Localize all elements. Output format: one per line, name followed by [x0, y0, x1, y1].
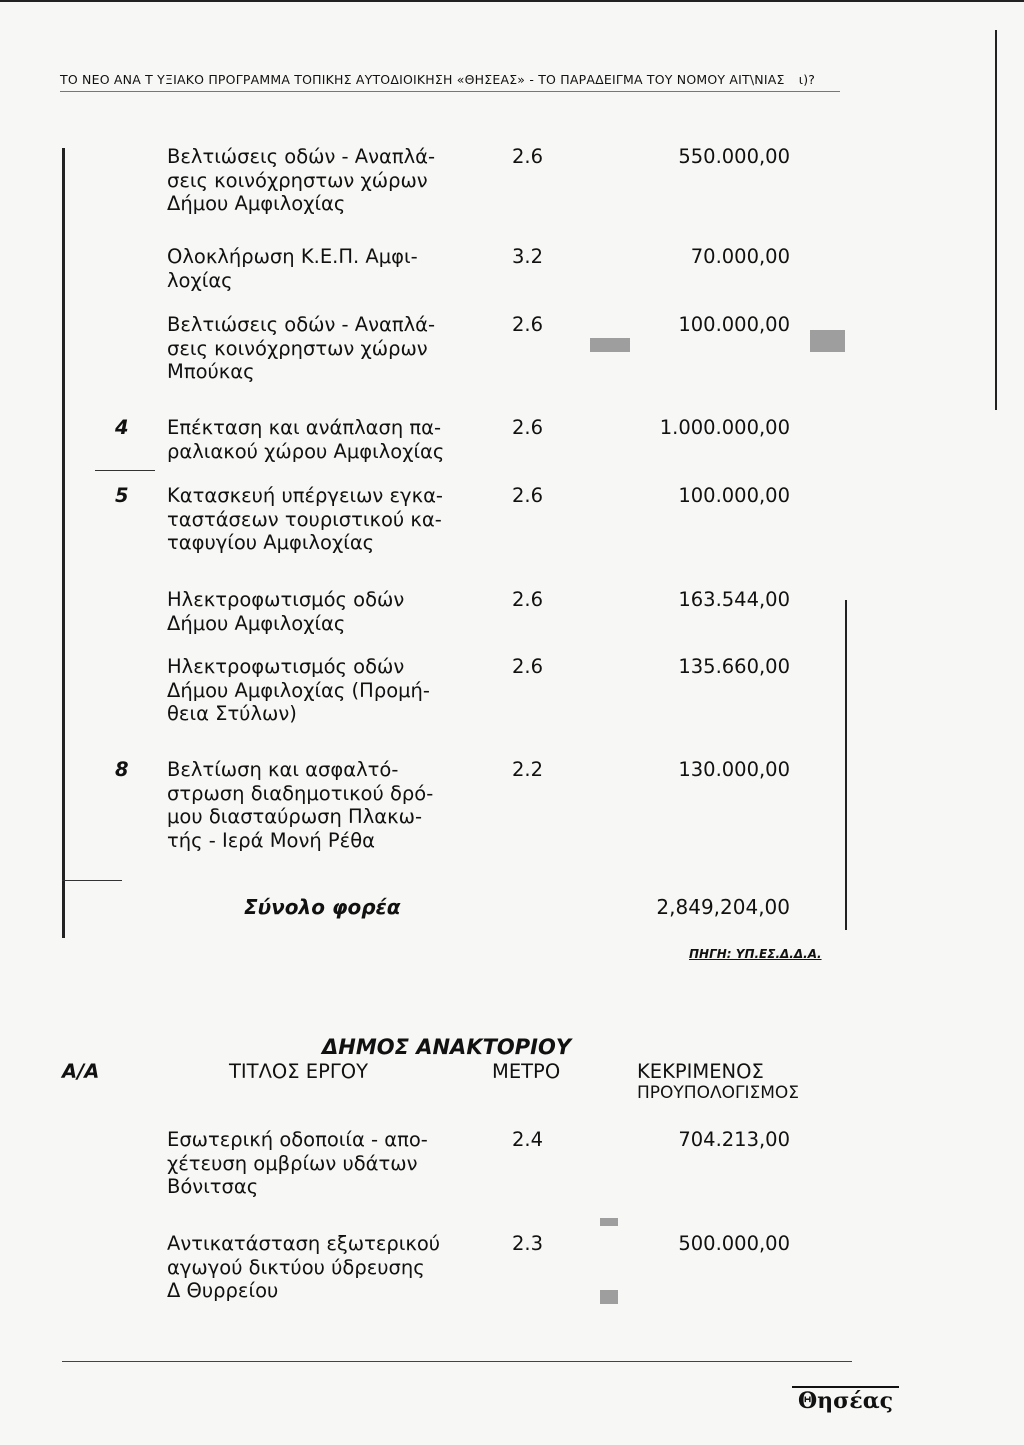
title-line: Επέκταση και ανάπλαση πα-	[167, 416, 442, 439]
title-line: Ηλεκτροφωτισμός οδών	[167, 655, 405, 678]
right-scan-edge-mid	[845, 600, 847, 930]
title-line: Βόνιτσας	[167, 1175, 259, 1198]
right-scan-edge-top	[995, 30, 997, 410]
column-header-budget	[637, 1060, 837, 1103]
title-line: σεις κοινόχρηστων χώρων	[167, 336, 428, 360]
title-line: Δ Θυρρείου	[167, 1279, 279, 1302]
title-line: ταστάσεων τουριστικού κα-	[167, 507, 442, 531]
table-rule	[62, 880, 122, 881]
running-header-text: ΤΟ ΝΕΟ ΑΝΑ Τ ΥΞΙΑΚΟ ΠΡΟΓΡΑΜΜΑ ΤΟΠΙΚΗΣ ΑΥΤΟΔΙΟΙΚΗΣΗ «ΘΗΣΕΑΣ» - ΤΟ ΠΑΡΑΔΕΙΓΜΑ ΤΟΥ ΝΟΜΟΥ ΑΙΤ\ΝΙΑΣ	[60, 72, 785, 87]
title-line: Βελτίωση και ασφαλτό-	[167, 758, 399, 781]
top-border-line	[0, 0, 1024, 2]
title-line: Δήμου Αμφιλοχίας (Προμή-	[167, 678, 430, 702]
scan-speck	[600, 1290, 618, 1304]
table-rule	[95, 470, 155, 471]
project-title	[167, 758, 482, 852]
title-line: ταφυγίου Αμφιλοχίας	[167, 531, 375, 554]
project-title	[167, 1128, 482, 1199]
amount: 100.000,00	[678, 313, 790, 336]
measure-code: 2.6	[512, 416, 544, 439]
total-value: 2,849,204,00	[656, 895, 790, 919]
header-rule	[60, 91, 840, 92]
column-header-title: ΤΙΤΛΟΣ ΕΡΓΟΥ	[229, 1060, 368, 1083]
row-number: 5	[115, 484, 129, 507]
measure-code: 2.4	[512, 1128, 544, 1151]
page-number: ι)?	[798, 72, 816, 87]
section-title: ΔΗΜΟΣ ΑΝΑΚΤΟΡΙΟΥ	[322, 1035, 572, 1059]
amount: 550.000,00	[678, 145, 790, 168]
amount: 130.000,00	[678, 758, 790, 781]
title-line: Μπούκας	[167, 360, 255, 383]
title-line: Δήμου Αμφιλοχίας	[167, 192, 346, 215]
title-line: σεις κοινόχρηστων χώρων	[167, 168, 428, 192]
measure-code: 2.6	[512, 145, 544, 168]
column-header-aa: Α/Α	[62, 1060, 100, 1083]
title-line: μου διασταύρωση Πλακω-	[167, 805, 422, 828]
amount: 70.000,00	[690, 245, 790, 268]
scan-speck	[590, 338, 630, 352]
footer-logo: Θησέας	[792, 1386, 899, 1414]
row-number: 4	[115, 416, 129, 439]
amount: 100.000,00	[678, 484, 790, 507]
column-header-measure: ΜΕΤΡΟ	[492, 1060, 561, 1083]
title-line: χέτευση ομβρίων υδάτων	[167, 1151, 418, 1175]
title-line: Δήμου Αμφιλοχίας	[167, 611, 346, 635]
title-line: Ολοκλήρωση Κ.Ε.Π. Αμφι-	[167, 245, 418, 268]
project-title	[167, 416, 482, 463]
scan-speck	[600, 1218, 618, 1226]
title-line: Κατασκευή υπέργειων εγκα-	[167, 484, 443, 507]
measure-code: 3.2	[512, 245, 544, 268]
measure-code: 2.2	[512, 758, 544, 781]
left-scan-edge	[62, 148, 65, 938]
project-title	[167, 655, 482, 726]
budget-header-line: ΠΡΟΥΠΟΛΟΓΙΣΜΟΣ	[637, 1083, 799, 1103]
amount: 163.544,00	[678, 588, 790, 611]
measure-code: 2.3	[512, 1232, 544, 1255]
project-title	[167, 313, 482, 384]
total-label: Σύνολο φορέα	[244, 895, 401, 919]
running-header	[60, 72, 815, 87]
title-line: Εσωτερική οδοποιία - απο-	[167, 1128, 428, 1151]
project-title	[167, 245, 482, 292]
amount: 135.660,00	[678, 655, 790, 678]
measure-code: 2.6	[512, 588, 544, 611]
measure-code: 2.6	[512, 313, 544, 336]
title-line: Ηλεκτροφωτισμός οδών	[167, 588, 405, 611]
project-title	[167, 588, 482, 635]
project-title	[167, 1232, 482, 1303]
project-title	[167, 145, 482, 216]
title-line: ραλιακού χώρου Αμφιλοχίας	[167, 439, 445, 463]
amount: 500.000,00	[678, 1232, 790, 1255]
measure-code: 2.6	[512, 484, 544, 507]
scan-speck	[810, 330, 845, 352]
budget-header-line: ΚΕΚΡΙΜΕΝΟΣ	[637, 1060, 764, 1083]
title-line: αγωγού δικτύου ύδρευσης	[167, 1255, 425, 1279]
source-note: ΠΗΓΗ: ΥΠ.ΕΣ.Δ.Δ.Α.	[689, 947, 822, 961]
project-title	[167, 484, 482, 555]
title-line: λοχίας	[167, 268, 233, 292]
title-line: θεια Στύλων)	[167, 702, 297, 725]
title-line: στρωση διαδημοτικού δρό-	[167, 781, 434, 805]
title-line: Βελτιώσεις οδών - Αναπλά-	[167, 313, 436, 336]
amount: 1.000.000,00	[659, 416, 790, 439]
title-line: Αντικατάσταση εξωτερικού	[167, 1232, 441, 1255]
measure-code: 2.6	[512, 655, 544, 678]
title-line: τής - Ιερά Μονή Ρέθα	[167, 828, 375, 852]
amount: 704.213,00	[678, 1128, 790, 1151]
row-number: 8	[115, 758, 129, 781]
bottom-rule	[62, 1361, 852, 1362]
title-line: Βελτιώσεις οδών - Αναπλά-	[167, 145, 436, 168]
